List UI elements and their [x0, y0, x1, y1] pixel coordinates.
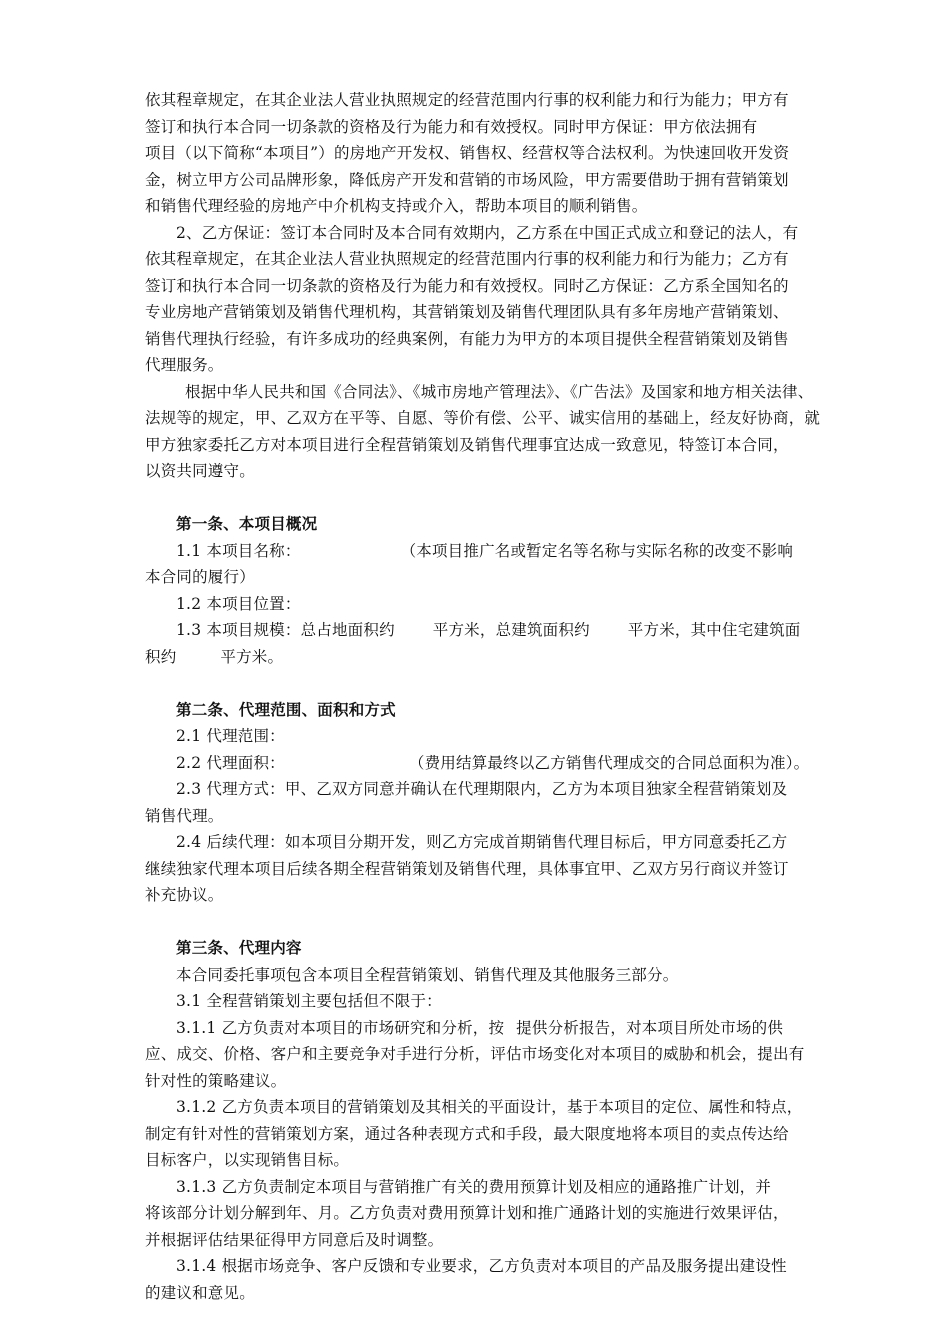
clause-text: 1.3 本项目规模：总占地面积约: [176, 621, 395, 639]
clause-text: 提供分析报告，对本项目所处市场的供: [516, 1018, 784, 1037]
text-line: 销售代理。: [145, 806, 224, 825]
text-line: 针对性的策略建议。: [145, 1071, 287, 1090]
clause-text: 平方米，总建筑面积约: [432, 621, 590, 639]
clause-2-2: [145, 750, 825, 777]
text-line: 代理服务。: [145, 356, 224, 374]
text-line: [145, 644, 825, 671]
clause-2-3: 2.3 代理方式：甲、乙双方同意并确认在代理期限内，乙方为本项目独家全程营销策划及: [176, 780, 788, 798]
clause-3-1-4: 3.1.4 根据市场竞争、客户反馈和专业要求，乙方负责对本项目的产品及服务提出建设性: [176, 1257, 787, 1275]
paragraph-party-b-guarantee: [145, 220, 825, 379]
clause-text: 平方米。: [220, 647, 284, 666]
text-line: 制定有针对性的营销策划方案，通过各种表现方式和手段，最大限度地将本项目的卖点传达给: [145, 1124, 789, 1143]
paragraph-party-a-guarantee: [145, 87, 825, 220]
paragraph-legal-basis: [145, 379, 825, 485]
text-line: 依其程章规定，在其企业法人营业执照规定的经营范围内行事的权利能力和行为能力；乙方有: [145, 250, 789, 268]
text-line: 项目（以下简称“本项目”）的房地产开发权、销售权、经营权等合法权利。为快速回收开发资: [145, 144, 790, 162]
clause-text: 平方米，其中住宅建筑面: [627, 621, 801, 639]
text-line: 甲方独家委托乙方对本项目进行全程营销策划及销售代理事宜达成一致意见，特签订本合同，: [145, 435, 789, 454]
text-line: 销售代理执行经验，有许多成功的经典案例，有能力为甲方的本项目提供全程营销策划及销售: [145, 329, 789, 348]
clause-3-1-2: 3.1.2 乙方负责本项目的营销策划及其相关的平面设计，基于本项目的定位、属性和特点，: [176, 1098, 803, 1116]
text-line: 依其程章规定，在其企业法人营业执照规定的经营范围内行事的权利能力和行为能力；甲方有: [145, 91, 789, 109]
clause-text: 3.1.1 乙方负责对本项目的市场研究和分析，按: [176, 1018, 505, 1037]
clause-note: （本项目推广名或暂定名等名称与实际名称的改变不影响: [400, 541, 794, 560]
contract-page: [145, 87, 825, 1306]
article-3-intro: 本合同委托事项包含本项目全程营销策划、销售代理及其他服务三部分。: [176, 965, 679, 984]
clause-1-3: [145, 617, 825, 644]
clause-label: 2.2 代理面积：: [176, 753, 285, 772]
text-line: 签订和执行本合同一切条款的资格及行为能力和有效授权。同时甲方保证：甲方依法拥有: [145, 117, 758, 136]
text-line: 将该部分计划分解到年、月。乙方负责对费用预算计划和推广通路计划的实施进行效果评估，: [145, 1204, 789, 1222]
text-line: 补充协议。: [145, 886, 224, 904]
article-2: [145, 697, 825, 909]
text-line: 根据中华人民共和国《合同法》、《城市房地产管理法》、《广告法》及国家和地方相关法律、: [185, 382, 814, 401]
clause-2-4: 2.4 后续代理：如本项目分期开发，则乙方完成首期销售代理目标后，甲方同意委托乙方: [176, 833, 788, 851]
text-line: 和销售代理经验的房地产中介机构支持或介入，帮助本项目的顺利销售。: [145, 197, 648, 215]
article-2-title: 第二条、代理范围、面积和方式: [176, 699, 396, 719]
clause-label: 1.1 本项目名称：: [176, 541, 301, 560]
clause-text: 积约: [145, 647, 177, 666]
text-line: 并根据评估结果征得甲方同意后及时调整。: [145, 1230, 444, 1249]
article-1-title: 第一条、本项目概况: [176, 514, 318, 533]
text-line: 法规等的规定，甲、乙双方在平等、自愿、等价有偿、公平、诚实信用的基础上，经友好协商，就: [145, 409, 821, 427]
text-line: 2、乙方保证：签订本合同时及本合同有效期内，乙方系在中国正式成立和登记的法人，有: [176, 223, 799, 242]
text-line: 的建议和意见。: [145, 1283, 255, 1302]
text-line: 签订和执行本合同一切条款的资格及行为能力和有效授权。同时乙方保证：乙方系全国知名的: [145, 276, 789, 295]
article-3: [145, 935, 825, 1306]
clause-1-1: [145, 538, 825, 565]
article-3-title: 第三条、代理内容: [176, 938, 302, 957]
text-line: 目标客户，以实现销售目标。: [145, 1151, 350, 1169]
clause-3-1: 3.1 全程营销策划主要包括但不限于：: [176, 992, 442, 1010]
clause-note: （费用结算最终以乙方销售代理成交的合同总面积为准）。: [408, 753, 810, 772]
text-line: 专业房地产营销策划及销售代理机构，其营销策划及销售代理团队具有多年房地产营销策划、: [145, 303, 789, 321]
text-line: 继续独家代理本项目后续各期全程营销策划及销售代理，具体事宜甲、乙双方另行商议并签订: [145, 859, 789, 878]
clause-3-1-3: 3.1.3 乙方负责制定本项目与营销推广有关的费用预算计划及相应的通路推广计划，并: [176, 1177, 772, 1196]
text-line: 本合同的履行）: [145, 568, 255, 586]
article-1: [145, 511, 825, 670]
clause-3-1-1: [145, 1015, 825, 1042]
text-line: 应、成交、价格、客户和主要竞争对手进行分析，评估市场变化对本项目的威胁和机会，提出有: [145, 1045, 805, 1063]
clause-2-1: 2.1 代理范围：: [176, 727, 285, 745]
clause-1-2: 1.2 本项目位置：: [176, 594, 301, 613]
text-line: 金，树立甲方公司品牌形象，降低房产开发和营销的市场风险，甲方需要借助于拥有营销策划: [145, 170, 789, 189]
text-line: 以资共同遵守。: [145, 462, 255, 480]
